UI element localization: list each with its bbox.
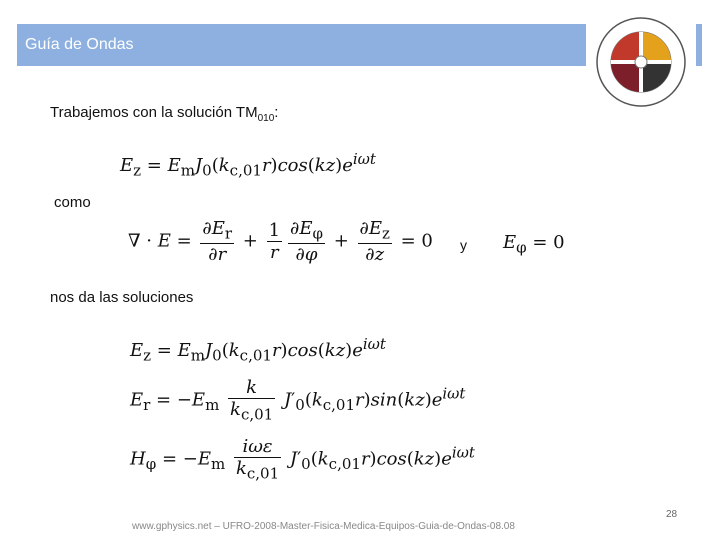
intro-text: Trabajemos con la solución $TM_{010}$: — [50, 104, 279, 124]
solution-er: $E_r = -E_m$ $\frac{k}{k_{c,01}}$ $J'_0(k_{c,01}r)\sin(kz)e^{i\omega t}$ — [130, 377, 466, 424]
solutions-label: nos da las soluciones — [50, 289, 194, 306]
equation-ez: $E_z = E_mJ_0(k_{c,01}r)\cos(kz)e^{i\omega t}$ — [120, 150, 376, 180]
equation-divergence: ∇ · E = $\frac{\partial E_r}{\partial r}$ + $\frac{1}{r}$ $\frac{\partial E_\varphi}{\partial\varphi}$ + $\frac{\partial E_z}{\partial z}$ = 0 — [128, 218, 433, 265]
como-label: como — [54, 194, 91, 211]
y-label: y — [460, 237, 467, 253]
solution-hphi: $H_\varphi = -E_m$ $\frac{\text{iωε}}{k_{c,01}}$ $J'_0(k_{c,01}r)\cos(kz)e^{i\omega t}$ — [130, 436, 475, 483]
equation-ephi: $E_\varphi = 0$ — [503, 232, 565, 257]
slide-title: Guía de Ondas — [25, 36, 134, 53]
solution-ez: $E_z = E_mJ_0(k_{c,01}r)\cos(kz)e^{i\omega t}$ — [130, 335, 386, 365]
university-logo — [586, 14, 696, 110]
page-number: 28 — [666, 509, 678, 520]
footer-url: www.gphysics.net – UFRO-2008-Master-Fisica-Medica-Equipos-Guia-de-Ondas-08.08 — [132, 521, 515, 532]
